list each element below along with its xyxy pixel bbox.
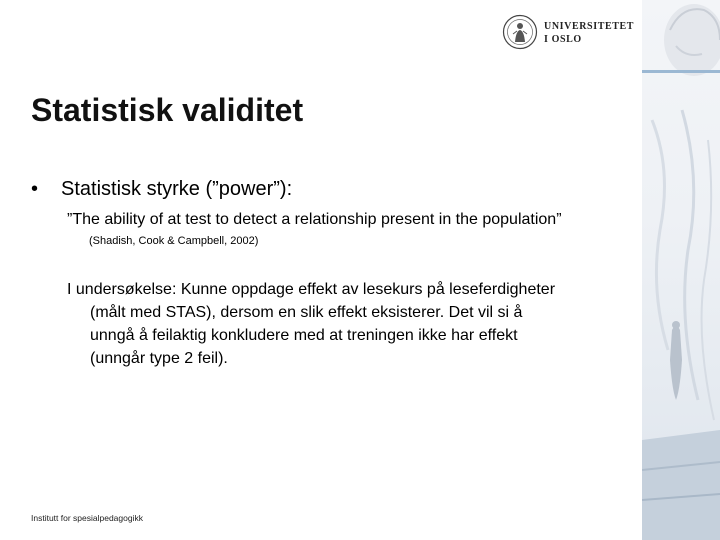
paragraph-line: (målt med STAS), dersom en slik effekt eksisterer. Det vil si å: [90, 304, 523, 321]
university-logo: [502, 14, 637, 52]
logo-text-line1: UNIVERSITETET: [544, 21, 635, 32]
citation: (Shadish, Cook & Campbell, 2002): [89, 235, 259, 247]
slide-title: Statistisk validitet: [31, 92, 304, 128]
statue-photo-band: [642, 0, 720, 540]
bullet-text: Statistisk styrke (”power”):: [61, 178, 293, 200]
statue-photo-decoration: [642, 0, 720, 540]
paragraph-line: unngå å feilaktig konkludere med at treningen ikke har effekt: [90, 327, 518, 344]
logo-text-line2: I OSLO: [544, 34, 582, 45]
bullet-item: [31, 178, 292, 201]
university-seal-icon: [502, 14, 538, 50]
explanation-paragraph: [67, 278, 632, 370]
paragraph-line: I undersøkelse: Kunne oppdage effekt av lesekurs på leseferdigheter: [67, 281, 556, 298]
bullet-icon: •: [31, 178, 39, 200]
paragraph-line: (unngår type 2 feil).: [90, 350, 228, 367]
definition-quote: ”The ability of at test to detect a relationship present in the population”: [67, 211, 562, 228]
footer-institute: Institutt for spesialpedagogikk: [31, 513, 143, 523]
